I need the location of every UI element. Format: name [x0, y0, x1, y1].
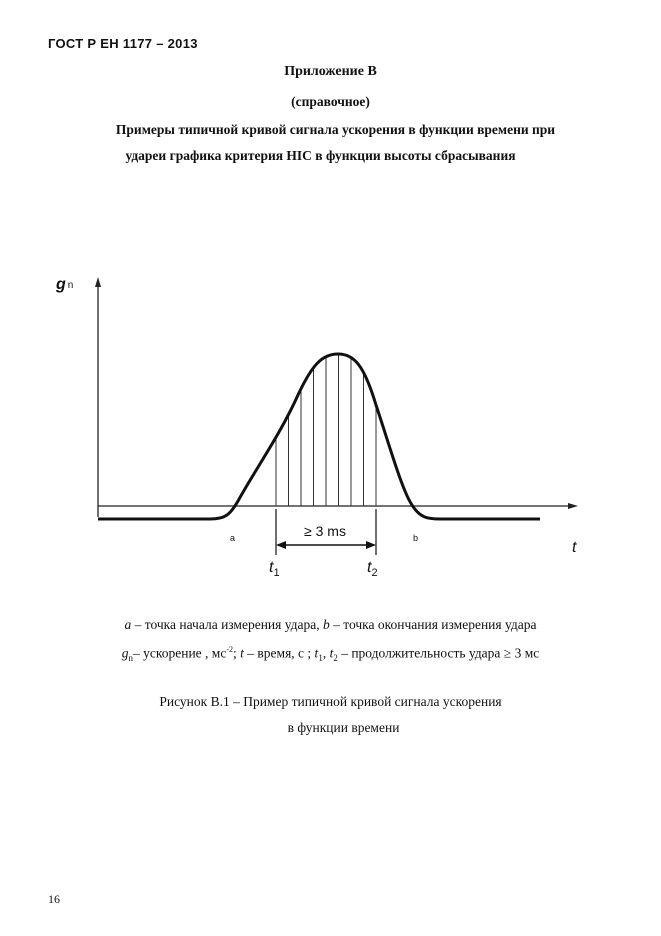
- y-axis-label: [55, 276, 73, 293]
- legend-g: g: [121, 645, 129, 661]
- legend-a: a: [124, 617, 132, 632]
- duration-label: ≥ 3 ms: [304, 523, 346, 539]
- t1-label: $t_1$: [269, 559, 280, 579]
- legend-text-2: ;: [233, 645, 241, 661]
- legend-text-3: – время, с ;: [243, 645, 315, 661]
- y-axis-label-g: g: [56, 276, 66, 293]
- acceleration-curve: [98, 354, 540, 519]
- acceleration-curve-chart: [40, 265, 600, 585]
- annex-title-line-1: Примеры типичной кривой сигнала ускорения в функции времени при: [115, 122, 556, 137]
- legend-g-sub: n: [128, 653, 133, 664]
- legend-text-5: – продолжительность удара ≥ 3 мс: [337, 645, 540, 661]
- legend-sup: -2: [226, 645, 234, 654]
- legend-text-4: ,: [322, 645, 330, 661]
- annex-title-line-2: удареи графика критерия HIC в функции высоты сбрасывания: [125, 148, 516, 163]
- y-axis-label-sub: n: [67, 280, 74, 291]
- x-axis-arrow: [568, 503, 578, 509]
- legend-b: b: [323, 617, 330, 632]
- annex-label: Приложение В: [284, 64, 377, 79]
- legend-t2: t: [329, 645, 334, 661]
- page-number: 16: [48, 892, 60, 906]
- y-axis-arrow: [95, 277, 101, 287]
- t2-label: $t_2$: [367, 559, 378, 579]
- legend-t2-sub: 2: [333, 653, 338, 664]
- figure-caption-line-2: в функции времени: [287, 720, 400, 735]
- legend-text-1: – ускорение , мс: [133, 645, 227, 661]
- legend-t: t: [240, 645, 244, 661]
- legend-t1-sub: 1: [318, 653, 323, 664]
- x-axis-label: t: [572, 539, 577, 556]
- duration-arrow-left-head: [276, 541, 286, 549]
- annex-status: (справочное): [291, 94, 370, 109]
- legend-line-1: [0, 617, 661, 633]
- duration-arrow-right-head: [366, 541, 376, 549]
- legend-t1: t: [314, 645, 319, 661]
- legend-line-2: [0, 645, 661, 663]
- figure-caption-line-1: Рисунок В.1 – Пример типичной кривой сигнала ускорения: [159, 694, 502, 709]
- point-a-label: a: [230, 533, 236, 543]
- point-b-label: b: [413, 533, 419, 543]
- document-header: ГОСТ Р ЕН 1177 – 2013: [48, 36, 198, 51]
- legend-b-text: – точка окончания измерения удара: [329, 617, 537, 632]
- hatch-lines: [276, 325, 376, 506]
- legend-a-text: – точка начала измерения удара,: [131, 617, 323, 632]
